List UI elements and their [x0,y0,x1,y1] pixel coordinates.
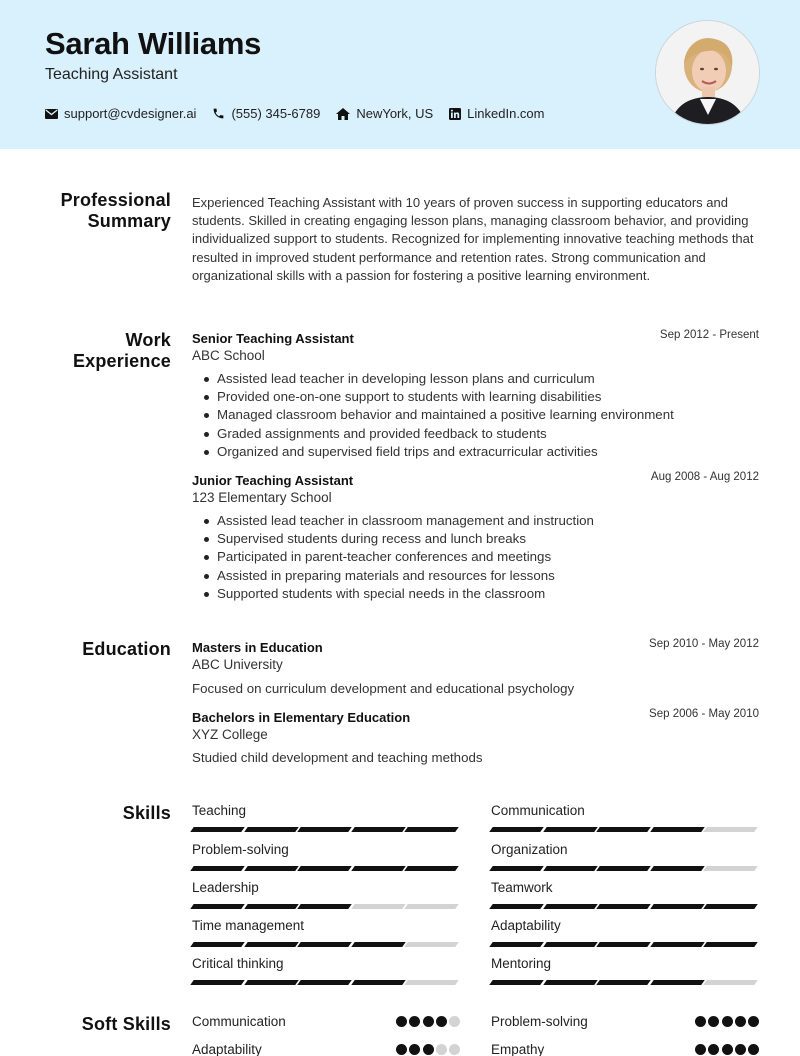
skill-level-segment [489,904,543,909]
rating-dot [396,1016,407,1027]
skill-level-segment [650,866,704,871]
skill-level-segment [489,980,543,985]
summary-section-title [61,190,171,232]
job-bullet: Graded assignments and provided feedback to students [217,425,757,443]
soft-skill-item [192,1042,460,1056]
skill-level-segment [297,980,351,985]
rating-dot [695,1016,706,1027]
skill-level-segment [405,866,459,871]
skill-level-segment [351,942,405,947]
summary-title-line2: Summary [87,211,171,231]
rating-dot [722,1016,733,1027]
job-organization: ABC School [192,348,265,363]
soft-skill-item [192,1014,460,1029]
rating-dot [436,1016,447,1027]
contact-email[interactable] [45,106,196,121]
soft-skill-name: Problem-solving [491,1014,588,1029]
skill-level-segment [190,980,244,985]
education-degree: Masters in Education [192,640,323,655]
education-school: XYZ College [192,727,268,742]
skill-level-segment [405,980,459,985]
skill-level-segment [704,827,758,832]
job-bullet: Assisted lead teacher in developing lesson plans and curriculum [217,370,757,388]
skill-item [491,803,759,832]
candidate-name: Sarah Williams [45,26,262,61]
skill-level-segment [244,942,298,947]
soft-skill-name: Communication [192,1014,286,1029]
skill-level-segment [543,827,597,832]
experience-section-title [73,330,171,372]
skill-level-segment [543,980,597,985]
skill-item [491,956,759,985]
rating-dot [436,1044,447,1055]
education-description: Studied child development and teaching methods [192,750,483,765]
envelope-icon [45,109,58,119]
soft-skill-rating [394,1044,460,1055]
soft-skill-name: Empathy [491,1042,545,1056]
soft-skill-item [491,1042,759,1056]
contact-linkedin-text: LinkedIn.com [467,106,545,121]
skill-level-bar [491,942,759,947]
soft-skills-section-title: Soft Skills [81,1014,171,1034]
soft-skill-rating [394,1016,460,1027]
skill-level-segment [405,904,459,909]
skill-name: Teamwork [491,880,553,895]
skill-level-segment [489,866,543,871]
rating-dot [423,1016,434,1027]
skill-level-segment [596,904,650,909]
education-degree: Bachelors in Elementary Education [192,710,411,725]
skill-level-segment [244,904,298,909]
skill-level-segment [190,827,244,832]
skill-name: Leadership [192,880,259,895]
skill-level-segment [244,827,298,832]
skill-level-segment [489,942,543,947]
skill-name: Problem-solving [192,842,289,857]
rating-dot [695,1044,706,1055]
skill-item [491,842,759,871]
skill-level-segment [543,866,597,871]
rating-dot [722,1044,733,1055]
contact-phone[interactable] [212,106,320,121]
skill-level-bar [491,827,759,832]
skill-level-segment [650,827,704,832]
skill-level-segment [405,942,459,947]
skill-name: Communication [491,803,585,818]
skill-item [491,880,759,909]
skill-level-segment [489,827,543,832]
skill-level-segment [190,866,244,871]
skill-level-segment [297,904,351,909]
job-bullet: Organized and supervised field trips and extracurricular activities [217,443,757,461]
skill-name: Time management [192,918,305,933]
skill-level-bar [491,866,759,871]
summary-text: Experienced Teaching Assistant with 10 years of proven success in supporting educators and students. Skilled in creating engaging lesson plans, managing classroom behavior, and providing individualized support to students. Recognized for implementing innovative teaching methods that resulted in improved student performance and retention rates. Strong communication and organizational skills with a passion for fostering a positive learning environment. [192,195,754,283]
rating-dot [449,1044,460,1055]
skill-level-segment [650,980,704,985]
skill-level-segment [244,980,298,985]
job-bullet: Assisted lead teacher in classroom management and instruction [217,512,757,530]
skill-item [192,880,460,909]
job-bullet-list [217,512,757,603]
skill-item [192,956,460,985]
skill-item [192,918,460,947]
contact-phone-text: (555) 345-6789 [231,106,321,121]
header-banner [0,0,800,149]
rating-dot [708,1016,719,1027]
rating-dot [748,1044,759,1055]
skill-level-bar [192,980,460,985]
skill-level-segment [405,827,459,832]
home-icon [336,108,350,120]
job-bullet: Supported students with special needs in the classroom [217,585,757,603]
job-title: Junior Teaching Assistant [192,473,354,488]
job-bullet: Managed classroom behavior and maintained a positive learning environment [217,406,757,424]
skill-item [192,803,460,832]
skill-level-segment [596,942,650,947]
skills-section-title: Skills [122,803,171,823]
skill-level-bar [192,904,460,909]
rating-dot [423,1044,434,1055]
skill-level-segment [351,904,405,909]
skill-name: Adaptability [491,918,561,933]
skill-level-bar [192,827,460,832]
skill-level-segment [190,904,244,909]
contact-location-text: NewYork, US [356,106,434,121]
skill-level-segment [650,904,704,909]
education-school: ABC University [192,657,283,672]
job-bullet-list [217,370,757,461]
phone-icon [212,107,225,120]
profile-photo [655,20,760,125]
education-section-title: Education [82,639,171,659]
person-portrait-icon [656,21,760,125]
rating-dot [748,1016,759,1027]
rating-dot [735,1016,746,1027]
skill-level-segment [704,904,758,909]
experience-title-line2: Experience [72,351,171,371]
education-dates: Sep 2006 - May 2010 [649,708,759,720]
summary-title-line1: Professional [60,190,171,210]
contact-linkedin[interactable] [449,106,544,121]
soft-skill-name: Adaptability [192,1042,262,1056]
job-bullet: Assisted in preparing materials and resources for lessons [217,567,757,585]
job-dates: Aug 2008 - Aug 2012 [650,471,759,483]
job-bullet: Supervised students during recess and lunch breaks [217,530,757,548]
skill-level-segment [297,942,351,947]
skill-level-segment [351,866,405,871]
skill-level-segment [297,866,351,871]
skill-name: Teaching [192,803,247,818]
skill-level-segment [596,980,650,985]
skill-level-segment [351,980,405,985]
skill-level-bar [192,942,460,947]
skill-item [192,842,460,871]
skill-level-segment [704,942,758,947]
skill-level-segment [543,942,597,947]
skill-level-bar [192,866,460,871]
job-organization: 123 Elementary School [192,490,332,505]
skill-name: Organization [491,842,568,857]
candidate-role: Teaching Assistant [45,66,178,83]
soft-skill-rating [693,1016,759,1027]
skill-item [491,918,759,947]
contact-location[interactable] [336,106,433,121]
job-dates: Sep 2012 - Present [659,329,759,341]
contact-row [45,106,561,121]
skill-name: Critical thinking [192,956,284,971]
rating-dot [396,1044,407,1055]
rating-dot [735,1044,746,1055]
skill-level-segment [704,866,758,871]
skill-level-segment [650,942,704,947]
skill-level-segment [190,942,244,947]
skill-level-segment [351,827,405,832]
rating-dot [409,1044,420,1055]
skill-level-segment [297,827,351,832]
skill-level-segment [704,980,758,985]
skill-level-segment [596,827,650,832]
education-description: Focused on curriculum development and educational psychology [192,681,575,696]
soft-skill-rating [693,1044,759,1055]
rating-dot [449,1016,460,1027]
soft-skill-item [491,1014,759,1029]
skill-level-segment [596,866,650,871]
job-title: Senior Teaching Assistant [192,331,354,346]
job-bullet: Provided one-on-one support to students with learning disabilities [217,388,757,406]
skill-level-bar [491,980,759,985]
skill-level-segment [244,866,298,871]
rating-dot [409,1016,420,1027]
skill-level-bar [491,904,759,909]
rating-dot [708,1044,719,1055]
skill-name: Mentoring [491,956,552,971]
contact-email-text: support@cvdesigner.ai [64,106,197,121]
skill-level-segment [543,904,597,909]
education-dates: Sep 2010 - May 2012 [649,638,759,650]
job-bullet: Participated in parent-teacher conferences and meetings [217,548,757,566]
experience-title-line1: Work [125,330,171,350]
linkedin-icon [449,108,461,120]
